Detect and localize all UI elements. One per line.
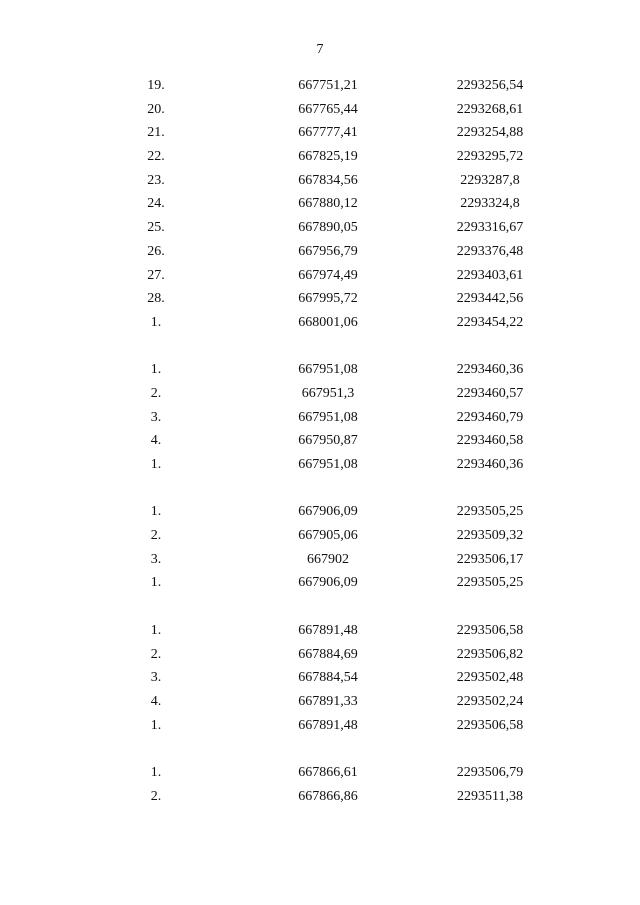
y-coordinate: 2293316,67 <box>456 220 524 236</box>
x-coordinate: 668001,06 <box>298 314 358 330</box>
coordinate-row <box>0 763 640 787</box>
coordinate-row <box>0 621 640 645</box>
point-number: 1. <box>150 504 162 520</box>
coordinate-row <box>0 76 640 100</box>
x-coordinate: 667751,21 <box>298 78 358 93</box>
coordinate-row <box>0 100 640 124</box>
x-coordinate: 667951,08 <box>298 409 358 425</box>
y-coordinate: 2293376,48 <box>456 243 524 259</box>
x-coordinate: 667866,61 <box>298 764 358 780</box>
x-coordinate: 667974,49 <box>298 267 358 283</box>
y-coordinate: 2293506,17 <box>456 551 524 567</box>
coordinate-row <box>0 384 640 408</box>
point-number: 26. <box>147 243 165 259</box>
y-coordinate: 2293506,58 <box>456 717 524 733</box>
coordinate-row <box>0 692 640 716</box>
y-coordinate: 2293460,58 <box>456 433 524 449</box>
y-coordinate: 2293460,36 <box>456 362 524 378</box>
coordinate-row <box>0 550 640 574</box>
x-coordinate: 667906,09 <box>298 504 358 520</box>
point-number: 3. <box>150 551 162 567</box>
point-number: 22. <box>147 149 165 165</box>
coordinate-row <box>0 360 640 384</box>
y-coordinate: 2293256,54 <box>456 78 524 93</box>
y-coordinate: 2293502,48 <box>456 670 524 686</box>
x-coordinate: 667951,3 <box>301 385 355 401</box>
point-number: 19. <box>147 78 165 93</box>
point-number: 1. <box>150 362 162 378</box>
coordinate-row <box>0 787 640 811</box>
point-number: 1. <box>150 764 162 780</box>
y-coordinate: 2293268,61 <box>456 101 524 117</box>
point-number: 23. <box>147 172 165 188</box>
point-number: 1. <box>150 717 162 733</box>
x-coordinate: 667951,08 <box>298 362 358 378</box>
y-coordinate: 2293324,8 <box>460 196 520 212</box>
coordinate-row <box>0 218 640 242</box>
coordinates-table <box>0 76 640 834</box>
x-coordinate: 667902 <box>307 551 349 567</box>
y-coordinate: 2293505,25 <box>456 504 524 520</box>
y-coordinate: 2293287,8 <box>460 172 520 188</box>
x-coordinate: 667995,72 <box>298 291 358 307</box>
page-number: 7 <box>316 42 324 57</box>
coordinate-row <box>0 147 640 171</box>
coordinate-row <box>0 716 640 740</box>
x-coordinate: 667884,54 <box>298 670 358 686</box>
x-coordinate: 667891,33 <box>298 693 358 709</box>
x-coordinate: 667777,41 <box>298 125 358 141</box>
coordinate-row <box>0 573 640 597</box>
coordinate-row <box>0 242 640 266</box>
point-number: 1. <box>150 622 162 638</box>
x-coordinate: 667890,05 <box>298 220 358 236</box>
coordinate-row <box>0 313 640 337</box>
y-coordinate: 2293254,88 <box>456 125 524 141</box>
coordinate-group <box>0 763 640 810</box>
y-coordinate: 2293403,61 <box>456 267 524 283</box>
x-coordinate: 667825,19 <box>298 149 358 165</box>
point-number: 3. <box>150 409 162 425</box>
point-number: 27. <box>147 267 165 283</box>
y-coordinate: 2293502,24 <box>456 693 524 709</box>
coordinate-group <box>0 76 640 337</box>
point-number: 1. <box>150 457 162 472</box>
point-number: 24. <box>147 196 165 212</box>
point-number: 4. <box>150 433 162 449</box>
x-coordinate: 667866,86 <box>298 788 358 804</box>
coordinate-row <box>0 668 640 692</box>
coordinate-row <box>0 123 640 147</box>
x-coordinate: 667891,48 <box>298 717 358 733</box>
coordinate-row <box>0 289 640 313</box>
coordinate-row <box>0 526 640 550</box>
point-number: 2. <box>150 788 162 804</box>
coordinate-group <box>0 502 640 597</box>
y-coordinate: 2293511,38 <box>457 788 523 804</box>
coordinate-row <box>0 194 640 218</box>
x-coordinate: 667906,09 <box>298 575 358 591</box>
x-coordinate: 667951,08 <box>298 457 358 472</box>
point-number: 25. <box>147 220 165 236</box>
coordinate-group <box>0 360 640 478</box>
coordinate-row <box>0 455 640 479</box>
y-coordinate: 2293460,57 <box>456 385 524 401</box>
y-coordinate: 2293505,25 <box>456 575 524 591</box>
y-coordinate: 2293460,79 <box>456 409 524 425</box>
point-number: 2. <box>150 646 162 662</box>
point-number: 1. <box>150 314 162 330</box>
y-coordinate: 2293460,36 <box>456 457 524 472</box>
x-coordinate: 667834,56 <box>298 172 358 188</box>
x-coordinate: 667884,69 <box>298 646 358 662</box>
x-coordinate: 667905,06 <box>298 528 358 544</box>
point-number: 2. <box>150 385 162 401</box>
point-number: 4. <box>150 693 162 709</box>
x-coordinate: 667956,79 <box>298 243 358 259</box>
coordinate-row <box>0 171 640 195</box>
x-coordinate: 667765,44 <box>298 101 358 117</box>
point-number: 2. <box>150 528 162 544</box>
point-number: 28. <box>147 291 165 307</box>
point-number: 20. <box>147 101 165 117</box>
y-coordinate: 2293506,58 <box>456 622 524 638</box>
y-coordinate: 2293454,22 <box>456 314 524 330</box>
coordinate-row <box>0 266 640 290</box>
point-number: 3. <box>150 670 162 686</box>
y-coordinate: 2293509,32 <box>456 528 524 544</box>
coordinate-row <box>0 502 640 526</box>
x-coordinate: 667880,12 <box>298 196 358 212</box>
coordinate-row <box>0 645 640 669</box>
y-coordinate: 2293506,79 <box>456 764 524 780</box>
coordinate-group <box>0 621 640 739</box>
x-coordinate: 667950,87 <box>298 433 358 449</box>
point-number: 21. <box>147 125 165 141</box>
y-coordinate: 2293295,72 <box>456 149 524 165</box>
coordinate-row <box>0 431 640 455</box>
point-number: 1. <box>150 575 162 591</box>
x-coordinate: 667891,48 <box>298 622 358 638</box>
y-coordinate: 2293442,56 <box>456 291 524 307</box>
coordinate-row <box>0 408 640 432</box>
y-coordinate: 2293506,82 <box>456 646 524 662</box>
